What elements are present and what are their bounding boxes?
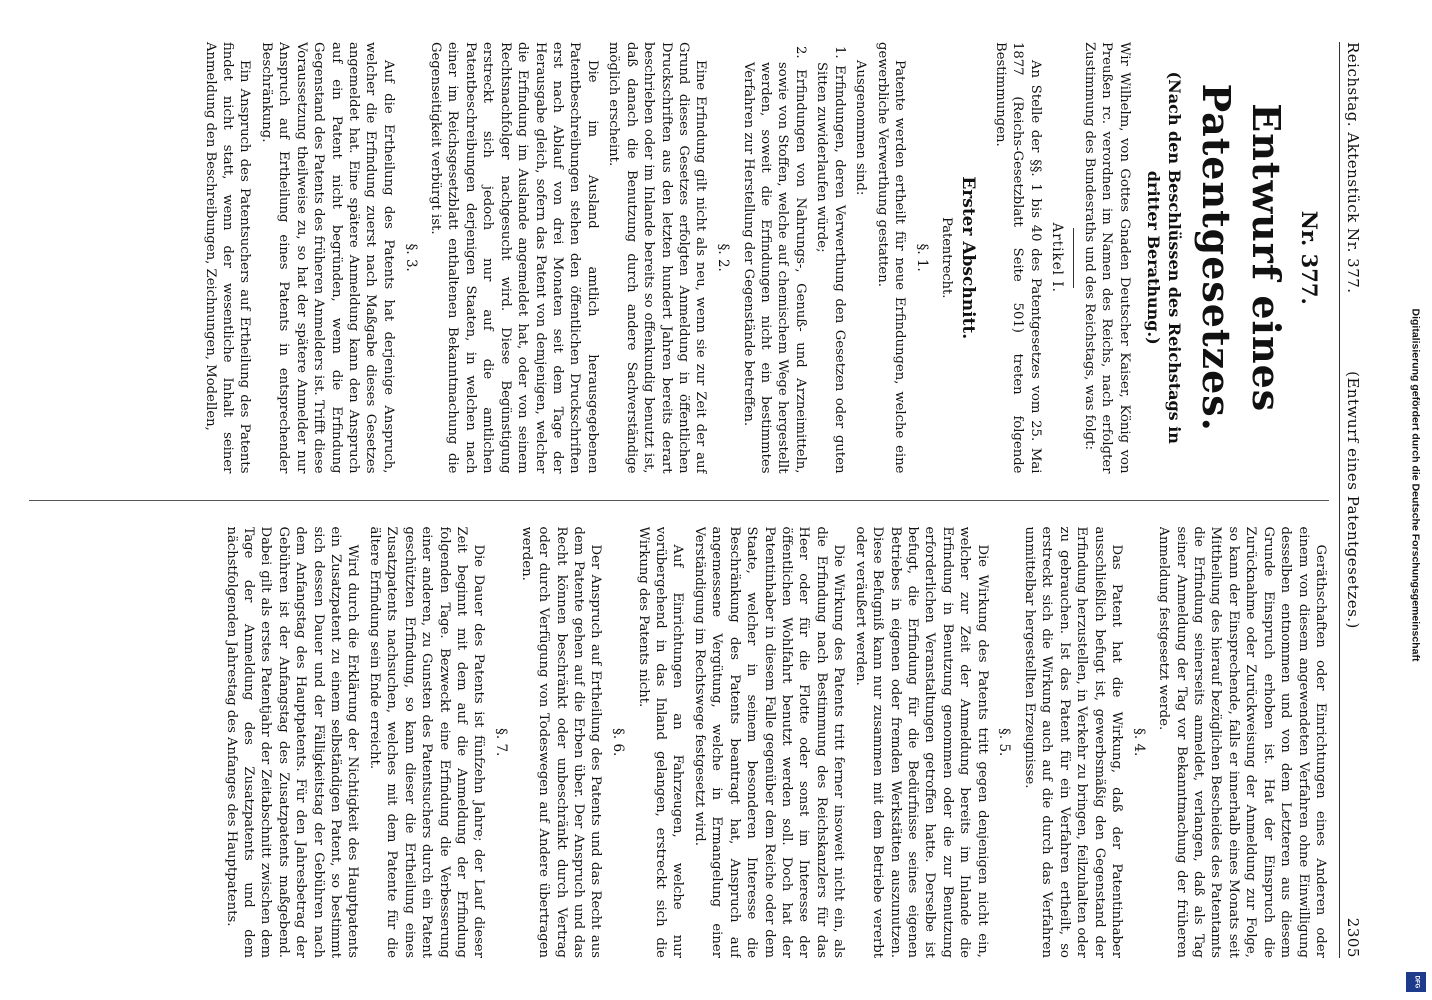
preamble: Wir Wilhelm, von Gottes Gnaden Deutscher Kaiser, König von Preußen rc. verordnen im Namen des Reichs, nach erfolgter Zustimmung des Bundesraths und des Reichstags, was folgt: bbox=[1081, 42, 1132, 474]
paragraph-heading: §. 4. bbox=[1130, 728, 1147, 757]
right-paragraphs bbox=[222, 527, 1329, 959]
paragraph-text: Ausgenommen sind: bbox=[853, 60, 869, 196]
paragraph-text: Die Dauer des Patents ist fünfzehn Jahre; der Lauf dieser Zeit beginnt mit dem auf die Anmeldung der Erfindung folgenden Tage. Bezweckt eine Erfindung die Verbesserung einer anderen, zu Gunsten des Patentsuchers durch ein Patent geschützten Erfindung, so kann dieser die Ertheilung eines Zusatzpatents nachsuchen, welches mit dem Patente für die ältere Erfindung sein Ende erreicht. bbox=[366, 526, 487, 958]
paragraph-text: Ein Anspruch des Patentsuchers auf Ertheilung des Patents findet nicht statt, wenn der wesentliche Inhalt seiner Anmeldung den Beschreibungen, Zeichnungen, Modellen, bbox=[202, 42, 253, 474]
page-number: 2305 bbox=[1344, 917, 1362, 958]
running-head-center: (Entwurf eines Patentgesetzes.) bbox=[1344, 371, 1362, 629]
paragraph-heading: §. 1. bbox=[913, 243, 930, 272]
paragraph-heading: §. 2. bbox=[715, 243, 732, 272]
paragraph-text: Auf Einrichtungen an Fahrzeugen, welche nur vorübergehend in das Inland gelangen, erstreckt sich die Wirkung des Patents nicht. bbox=[635, 526, 686, 958]
dfg-logo-text: DFG bbox=[1412, 975, 1419, 989]
document-subtitle: (Nach den Beschlüssen des Reichstags in dritter Berathung.) bbox=[1143, 71, 1184, 444]
paragraph-text: Eine Erfindung gilt nicht als neu, wenn sie zur Zeit der auf Grund dieses Gesetzes erfolgten Anmeldung in öffentlichen Druckschriften aus den letzten hundert Jahren bereits derart beschrieben oder im Inlande bereits so offenkundig benutzt ist, daß danach die Benutzung durch andere Sachverständige möglich erscheint. bbox=[606, 42, 709, 474]
left-column bbox=[29, 42, 1329, 474]
paragraph-text: Die Wirkung des Patents tritt gegen denjenigen nicht ein, welcher zur Zeit der Anmeldung bereits im Inlande die Erfindung in Benutzung genommen oder die zur Benutzung erforderlichen Veranstaltungen getroffen hatte. Derselbe ist befugt, die Erfindung für die Bedürfnisse seines eigenen Betriebes in eigenen oder fremden Werkstätten auszunutzen. Diese Befugniß kann nur zusammen mit dem Betriebe vererbt oder veräußert werden. bbox=[852, 526, 990, 958]
article-heading: Artikel I. bbox=[1049, 222, 1066, 293]
column-divider bbox=[29, 500, 1329, 501]
list-item: 2. Erfindungen von Nahrungs-, Genuß- und Arzneimitteln, sowie von Stoffen, welche auf chemischem Wege hergestellt werden, soweit die Erfindungen nicht ein bestimmtes Verfahren zur Herstellung der Gegenstände betreffen. bbox=[740, 46, 808, 474]
section-heading: Erster Abschnitt. bbox=[958, 176, 979, 340]
right-column bbox=[29, 527, 1329, 959]
digitization-note bbox=[1407, 0, 1423, 970]
paragraph-text: Das Patent hat die Wirkung, daß der Patentinhaber ausschließlich befugt ist, gewerbsmäßig den Gegenstand der Erfindung herzustellen, in Verkehr zu bringen, feilzuhalten oder zu gebrauchen. Ist das Patent für ein Verfahren ertheilt, so erstreckt sich die Wirkung auch auf die durch das Verfahren unmittelbar hergestellten Erzeugnisse. bbox=[1021, 526, 1124, 958]
digitization-note-text: Digitalisierung gefördert durch die Deutsche Forschungsgemeinschaft bbox=[1409, 308, 1422, 662]
paragraph-text: Geräthschaften oder Einrichtungen eines Anderen oder einem von diesem angewendeten Verfahren ohne Einwilligung desselben entnommen und von dem Letzteren aus diesem Grunde Einspruch erhoben ist. Hat der Einspruch die Zurücknahme oder Zurückweisung der Anmeldung zur Folge, so kann der Einsprechende, falls er innerhalb eines Monats seit Mittheilung des hierauf bezüglichen Bescheides des Patentamts die Erfindung seinerseits anmeldet, verlangen, daß als Tag seiner Anmeldung der Tag vor Bekanntmachung der früheren Anmeldung festgesetzt werde. bbox=[1156, 526, 1328, 958]
paragraph-text: Die im Ausland amtlich herausgegebenen Patentbeschreibungen stehen den öffentlichen Druckschriften erst nach Ablauf von drei Monaten seit dem Tage der Herausgabe gleich, sofern das Patent von demjenigen, welcher die Erfindung im Auslande angemeldet hat, oder von seinem Rechtsnachfolger nachgesucht wird. Diese Begünstigung erstreckt sich jedoch nur auf die amtlichen Patentbeschreibungen derjenigen Staaten, in welchen nach einer im Reichsgesetzblatt enthaltenen Bekanntmachung die Gegenseitigkeit verbürgt ist. bbox=[428, 42, 600, 474]
divider-rule bbox=[1073, 228, 1074, 288]
document-number: Nr. 377. bbox=[1297, 210, 1322, 305]
paragraph-heading: §. 6. bbox=[610, 728, 627, 757]
paragraph-text: Der Anspruch auf Ertheilung des Patents und das Recht aus dem Patente gehen auf die Erben über. Der Anspruch und das Recht können beschränkt oder unbeschränkt durch Vertrag oder durch Verfügung von Todeswegen auf Andere übertragen werden. bbox=[518, 526, 604, 958]
running-head bbox=[1339, 42, 1362, 958]
paragraph-heading: §. 5. bbox=[996, 728, 1013, 757]
paragraph-text: Die Wirkung des Patents tritt ferner insoweit nicht ein, als die Erfindung nach Bestimmung des Reichskanzlers für das Heer oder für die Flotte oder sonst im Interesse der öffentlichen Wohlfahrt benutzt werden soll. Doch hat der Patentinhaber in diesem Falle gegenüber dem Reiche oder dem Staate, welcher in seinem besonderen Interesse die Beschränkung des Patents beantragt hat, Anspruch auf angemessene Vergütung, welche in Ermangelung einer Verständigung im Rechtswege festgesetzt wird. bbox=[691, 526, 847, 958]
paragraph-text: Wird durch die Erklärung der Nichtigkeit des Hauptpatents ein Zusatzpatent zu einem selbständigen Patent, so bestimmt sich dessen Dauer und der Fälligkeitstag der Gebühren nach dem Anfangstag des Hauptpatents. Für den Jahresbetrag der Gebühren ist der Anfangstag des Zusatzpatents maßgebend. Dabei gilt als erstes Patentjahr der Zeitabschnitt zwischen dem Tage der Anmeldung des Zusatzpatents und dem nächstfolgenden Jahrestag des Anfanges des Hauptpatents. bbox=[223, 526, 361, 958]
running-head-left: Reichstag. Aktenstück Nr. 377. bbox=[1344, 42, 1362, 294]
paragraph-heading: §. 7. bbox=[493, 728, 510, 757]
dfg-logo bbox=[1406, 972, 1426, 992]
paragraph-text: Patente werden ertheilt für neue Erfindungen, welche eine gewerbliche Verwerthung gestatten. bbox=[874, 42, 907, 474]
section-subheading: Patentrecht. bbox=[938, 217, 954, 299]
document-title: Entwurf eines Patentgesetzes. bbox=[1194, 83, 1290, 432]
list-item: 1. Erfindungen, deren Verwerthung den Gesetzen oder guten Sitten zuwiderlaufen würde; bbox=[814, 46, 847, 474]
two-column-body bbox=[29, 42, 1329, 958]
paragraph-heading: §. 3. bbox=[402, 243, 419, 272]
paragraph-text: Auf die Ertheilung des Patents hat derjenige Anspruch, welcher die Erfindung zuerst nach Maßgabe dieses Gesetzes angemeldet hat. Eine spätere Anmeldung kann den Anspruch auf ein Patent nicht begründen, wenn die Erfindung Gegenstand des Patents des früheren Anmelders ist. Trifft diese Voraussetzung theilweise zu, so hat der spätere Anmelder nur Anspruch auf Ertheilung eines Patents in entsprechender Beschränkung. bbox=[258, 42, 396, 474]
left-paragraphs bbox=[201, 42, 930, 474]
article-text: An Stelle der §§. 1 bis 40 des Patentgesetzes vom 25. Mai 1877 (Reichs-Gesetzblatt Seite 501) treten folgende Bestimmungen. bbox=[992, 42, 1043, 474]
